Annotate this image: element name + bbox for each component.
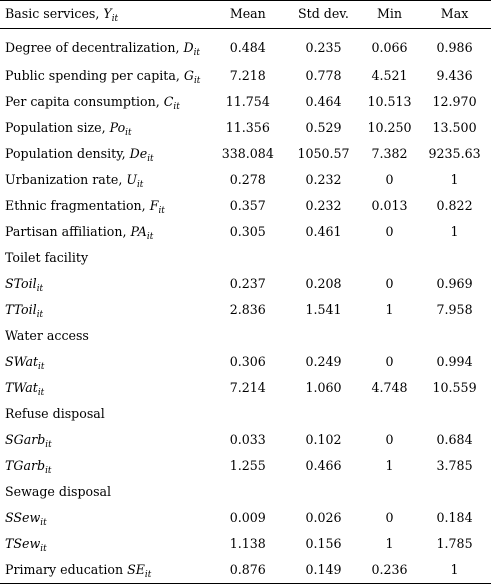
table-row xyxy=(0,245,491,271)
row-label-text: Population density, xyxy=(5,145,130,161)
cell-min: 1 xyxy=(385,457,394,473)
row-symbol-sub: it xyxy=(136,179,144,190)
table-row xyxy=(0,375,491,401)
cell-max xyxy=(418,323,491,349)
cell-max: 10.559 xyxy=(432,379,477,395)
row-label xyxy=(0,219,209,245)
cell-max: 13.500 xyxy=(432,119,477,135)
row-symbol-sub: it xyxy=(125,127,132,138)
row-label-text: Partisan affiliation, xyxy=(5,223,131,239)
cell-max: 0.994 xyxy=(436,353,473,369)
row-label xyxy=(0,531,209,557)
row-label xyxy=(0,167,209,193)
row-symbol-base: De xyxy=(129,145,148,161)
cell-mean: 1.255 xyxy=(229,457,266,473)
cell-max: 1 xyxy=(450,171,459,187)
cell-std: 0.466 xyxy=(305,457,342,473)
row-symbol-sub: it xyxy=(36,309,44,320)
cell-mean: 0.009 xyxy=(229,509,266,525)
row-label-text: Degree of decentralization, xyxy=(5,39,184,55)
header-variable-text: Basic services, xyxy=(5,6,104,22)
row-symbol-sub: it xyxy=(147,153,154,164)
cell-mean: 0.306 xyxy=(229,353,266,369)
cell-std: 0.026 xyxy=(305,509,342,525)
cell-mean: 0.484 xyxy=(229,39,266,55)
row-symbol-sub: it xyxy=(38,361,45,372)
cell-std: 0.232 xyxy=(305,197,342,213)
cell-mean: 0.237 xyxy=(229,275,266,291)
cell-mean: 7.218 xyxy=(229,67,266,83)
cell-std: 0.149 xyxy=(286,557,361,584)
cell-mean: 11.356 xyxy=(225,119,270,135)
row-symbol-sub: it xyxy=(45,439,52,450)
cell-std: 1050.57 xyxy=(297,145,350,161)
row-label-text: Refuse disposal xyxy=(5,405,105,421)
row-symbol-base: Po xyxy=(109,119,126,135)
table-row xyxy=(0,63,491,89)
row-symbol-sub: it xyxy=(193,75,201,86)
row-label-text: Sewage disposal xyxy=(5,483,112,499)
cell-std: 1.541 xyxy=(305,301,342,317)
cell-std: 0.232 xyxy=(305,171,342,187)
cell-std xyxy=(286,245,361,271)
row-label xyxy=(0,245,209,271)
cell-min xyxy=(361,245,418,271)
row-label xyxy=(0,349,209,375)
row-symbol xyxy=(5,509,47,528)
cell-mean xyxy=(209,479,286,505)
cell-max: 9.436 xyxy=(436,67,473,83)
row-symbol-sub: it xyxy=(45,465,52,476)
cell-std: 0.461 xyxy=(305,223,342,239)
row-label xyxy=(0,63,209,89)
table-row xyxy=(0,557,491,584)
cell-max: 1 xyxy=(418,557,491,584)
row-label-text: Ethnic fragmentation, xyxy=(5,197,150,213)
row-symbol-base: D xyxy=(183,39,194,55)
table-row xyxy=(0,29,491,64)
row-label-text: Primary education xyxy=(5,561,128,577)
table-row xyxy=(0,271,491,297)
row-symbol xyxy=(5,535,47,554)
row-symbol-base: TToil xyxy=(5,301,37,317)
table-row xyxy=(0,115,491,141)
row-symbol xyxy=(149,197,165,216)
cell-max: 3.785 xyxy=(436,457,473,473)
row-label xyxy=(0,427,209,453)
row-symbol xyxy=(129,145,154,164)
table-row xyxy=(0,323,491,349)
cell-mean: 7.214 xyxy=(229,379,266,395)
row-label xyxy=(0,323,209,349)
cell-std: 0.778 xyxy=(305,67,342,83)
cell-max xyxy=(418,245,491,271)
header-max: Max xyxy=(418,1,491,29)
cell-std xyxy=(286,323,361,349)
cell-mean: 2.836 xyxy=(229,301,266,317)
table-row xyxy=(0,349,491,375)
row-symbol-base: U xyxy=(126,171,137,187)
row-label xyxy=(0,505,209,531)
cell-min: 0.013 xyxy=(371,197,408,213)
row-symbol xyxy=(5,379,45,398)
row-label-text: Population size, xyxy=(5,119,110,135)
row-symbol-base: TWat xyxy=(5,379,38,395)
row-symbol-sub: it xyxy=(144,569,152,580)
row-symbol-sub: it xyxy=(173,101,180,112)
table-row xyxy=(0,219,491,245)
row-label xyxy=(0,479,209,505)
cell-std: 0.102 xyxy=(305,431,342,447)
row-symbol xyxy=(109,119,132,138)
cell-max: 12.970 xyxy=(432,93,477,109)
header-variable xyxy=(0,1,209,29)
table-row xyxy=(0,479,491,505)
row-symbol xyxy=(5,431,52,450)
row-symbol-sub: it xyxy=(37,387,45,398)
row-symbol xyxy=(130,223,154,242)
cell-mean: 0.278 xyxy=(229,171,266,187)
row-label xyxy=(0,297,209,323)
cell-max: 0.986 xyxy=(436,39,473,55)
row-symbol-sub: it xyxy=(40,517,47,528)
row-symbol-base: TGarb xyxy=(5,457,46,473)
cell-max: 0.822 xyxy=(436,197,473,213)
cell-mean: 0.357 xyxy=(229,197,266,213)
cell-std: 0.235 xyxy=(305,39,342,55)
cell-mean: 0.033 xyxy=(229,431,266,447)
row-label xyxy=(0,115,209,141)
row-symbol-base: SWat xyxy=(5,353,39,369)
cell-max xyxy=(418,479,491,505)
row-label xyxy=(0,375,209,401)
table-row xyxy=(0,505,491,531)
row-symbol xyxy=(5,457,52,476)
table-row xyxy=(0,531,491,557)
row-label-text: Per capita consumption, xyxy=(5,93,164,109)
cell-max: 1.785 xyxy=(436,535,473,551)
cell-std: 0.249 xyxy=(305,353,342,369)
cell-min: 10.250 xyxy=(367,119,412,135)
cell-min: 4.521 xyxy=(371,67,408,83)
cell-min: 0 xyxy=(385,431,394,447)
row-symbol-sub: it xyxy=(158,205,165,216)
cell-std: 0.208 xyxy=(305,275,342,291)
cell-max: 0.184 xyxy=(436,509,473,525)
cell-mean xyxy=(209,323,286,349)
row-label-text: Water access xyxy=(5,327,89,343)
table-header-row xyxy=(0,1,491,29)
row-symbol-base: F xyxy=(149,197,159,213)
cell-min: 7.382 xyxy=(371,145,408,161)
table-row xyxy=(0,401,491,427)
table-row xyxy=(0,453,491,479)
row-label xyxy=(0,89,209,115)
row-symbol-base: PA xyxy=(130,223,147,239)
cell-max: 7.958 xyxy=(436,301,473,317)
cell-mean xyxy=(209,401,286,427)
cell-mean: 0.876 xyxy=(209,557,286,584)
header-symbol: Y xyxy=(103,6,112,22)
row-symbol-base: C xyxy=(163,93,174,109)
cell-max xyxy=(418,401,491,427)
cell-max: 0.969 xyxy=(436,275,473,291)
row-symbol-sub: it xyxy=(146,231,154,242)
cell-max: 9235.63 xyxy=(428,145,481,161)
cell-min: 1 xyxy=(385,301,394,317)
cell-std: 1.060 xyxy=(305,379,342,395)
row-label xyxy=(0,193,209,219)
header-symbol-sub: it xyxy=(111,14,119,25)
cell-std: 0.156 xyxy=(305,535,342,551)
row-symbol-base: TSew xyxy=(5,535,41,551)
cell-mean: 0.305 xyxy=(229,223,266,239)
row-symbol-base: SSew xyxy=(5,509,41,525)
row-symbol xyxy=(127,561,152,580)
row-symbol-base: SGarb xyxy=(5,431,46,447)
header-std: Std dev. xyxy=(286,1,361,29)
cell-min: 0 xyxy=(385,275,394,291)
row-symbol xyxy=(126,171,144,190)
cell-mean xyxy=(209,245,286,271)
cell-min xyxy=(361,401,418,427)
row-label-text: Public spending per capita, xyxy=(5,67,184,83)
row-symbol xyxy=(163,93,180,112)
row-label xyxy=(0,557,209,584)
row-label-text: Urbanization rate, xyxy=(5,171,127,187)
cell-mean: 1.138 xyxy=(229,535,266,551)
row-symbol-sub: it xyxy=(40,543,47,554)
row-label-text: Toilet facility xyxy=(5,249,89,265)
cell-min xyxy=(361,479,418,505)
row-symbol-sub: it xyxy=(193,47,200,58)
header-variable-symbol xyxy=(103,6,119,25)
row-symbol-base: SToil xyxy=(5,275,37,291)
row-label xyxy=(0,271,209,297)
cell-max: 0.684 xyxy=(436,431,473,447)
cell-min: 1 xyxy=(385,535,394,551)
cell-min: 0 xyxy=(385,353,394,369)
row-symbol xyxy=(5,353,45,372)
row-symbol-sub: it xyxy=(36,283,44,294)
cell-mean: 11.754 xyxy=(225,93,270,109)
row-label xyxy=(0,29,209,64)
row-symbol xyxy=(5,301,44,320)
cell-max: 1 xyxy=(450,223,459,239)
row-label xyxy=(0,401,209,427)
header-mean: Mean xyxy=(209,1,286,29)
row-symbol-base: G xyxy=(183,67,194,83)
cell-std: 0.529 xyxy=(305,119,342,135)
cell-std xyxy=(286,401,361,427)
cell-min: 0 xyxy=(385,223,394,239)
cell-min: 0 xyxy=(385,171,394,187)
table-row xyxy=(0,297,491,323)
table-row xyxy=(0,141,491,167)
table-body xyxy=(0,29,491,584)
cell-min: 0.066 xyxy=(371,39,408,55)
cell-min: 0 xyxy=(385,509,394,525)
row-label xyxy=(0,141,209,167)
cell-min: 10.513 xyxy=(367,93,412,109)
row-symbol xyxy=(183,39,200,58)
table-row xyxy=(0,89,491,115)
cell-min: 0.236 xyxy=(361,557,418,584)
row-symbol xyxy=(183,67,201,86)
cell-std xyxy=(286,479,361,505)
row-label xyxy=(0,453,209,479)
cell-std: 0.464 xyxy=(305,93,342,109)
cell-min: 4.748 xyxy=(371,379,408,395)
header-min: Min xyxy=(361,1,418,29)
cell-min xyxy=(361,323,418,349)
cell-mean: 338.084 xyxy=(221,145,274,161)
row-symbol xyxy=(5,275,44,294)
table-row xyxy=(0,427,491,453)
row-symbol-base: SE xyxy=(127,561,145,577)
table-row xyxy=(0,193,491,219)
table-row xyxy=(0,167,491,193)
